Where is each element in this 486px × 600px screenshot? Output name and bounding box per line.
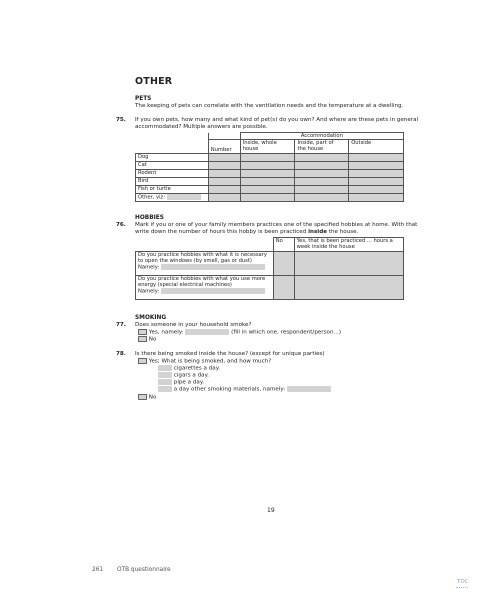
table-row [136, 162, 404, 170]
q78-no-option: No [138, 394, 156, 402]
col-inside-whole: Inside, whole house [240, 140, 295, 154]
row-label: Bird [136, 178, 209, 186]
row-label: Fish or turtle [136, 186, 209, 194]
inside-whole-cell[interactable] [240, 186, 295, 194]
outside-cell[interactable] [349, 170, 404, 178]
q76-number: 76. [116, 222, 126, 228]
inside-part-cell[interactable] [295, 154, 349, 162]
q76-text-1: Mark if you or one of your family members practices one of the specified hobbies at home. With that [135, 222, 418, 228]
q75-text-1: If you own pets, how many and what kind of pet(s) do you own? And where are these pets in general [135, 117, 419, 123]
amount-field[interactable] [158, 386, 172, 392]
table-row [136, 186, 404, 194]
inside-part-cell[interactable] [295, 194, 349, 202]
q76-text-2: write down the number of hours this hobby is been practiced inside the house. [135, 229, 359, 235]
table-row [136, 194, 404, 202]
pets-title: PETS [135, 96, 152, 102]
hobbies-title: HOBBIES [135, 215, 164, 221]
footer-title: OTB questionnaire [117, 567, 171, 573]
col-number: Number [208, 140, 240, 154]
q78-item: a day other smoking materials, namely: [158, 386, 331, 394]
table-row [136, 154, 404, 162]
outside-cell[interactable] [349, 178, 404, 186]
hours-cell[interactable] [294, 252, 403, 276]
q75-text-2: accommodated? Multiple answers are possible. [135, 124, 268, 130]
section-heading: OTHER [135, 76, 173, 87]
inside-part-cell[interactable] [295, 186, 349, 194]
row-label: Cat [136, 162, 209, 170]
hobbies-table [135, 237, 404, 300]
inside-part-cell[interactable] [295, 178, 349, 186]
hobby-row-label: Do you practice hobbies with what it is necessary to open the windows (by smell, gas or dust) Namely: [136, 252, 274, 276]
outside-cell[interactable] [349, 186, 404, 194]
toc-link[interactable]: TOC [457, 579, 469, 585]
q78-text: Is there being smoked inside the house? (except for unique parties) [135, 351, 325, 357]
inside-part-cell[interactable] [295, 170, 349, 178]
no-checkbox[interactable] [138, 336, 147, 342]
toc-underline [456, 587, 468, 588]
pets-table [135, 132, 404, 202]
q77-text: Does someone in your household smoke? [135, 322, 252, 328]
row-label: Rodent [136, 170, 209, 178]
row-label: Dog [136, 154, 209, 162]
q77-number: 77. [116, 322, 126, 328]
inside-whole-cell[interactable] [240, 178, 295, 186]
inside-whole-cell[interactable] [240, 194, 295, 202]
q78-yes-option: Yes; What is being smoked, and how much? [138, 358, 271, 366]
inside-whole-cell[interactable] [240, 170, 295, 178]
no-checkbox[interactable] [138, 394, 147, 400]
namely-field[interactable] [287, 386, 331, 392]
number-cell[interactable] [208, 154, 240, 162]
number-cell[interactable] [208, 186, 240, 194]
hobby-row-label: Do you practice hobbies with what you use more energy (special electrical machines) Namely: [136, 276, 274, 300]
hours-cell[interactable] [294, 276, 403, 300]
col-inside-part: Inside, part of the house [295, 140, 349, 154]
q77-no-option: No [138, 336, 156, 344]
inside-whole-cell[interactable] [240, 162, 295, 170]
q78-item: cigars a day. [158, 372, 209, 380]
q78-item: pipe a day. [158, 379, 204, 387]
inside-part-cell[interactable] [295, 162, 349, 170]
no-cell[interactable] [273, 252, 294, 276]
q75-number: 75. [116, 117, 126, 123]
yes-checkbox[interactable] [138, 358, 147, 364]
page-number: 19 [267, 507, 275, 514]
col-yes: Yes, that is been practiced ... hours a week inside the house [294, 238, 403, 252]
q78-number: 78. [116, 351, 126, 357]
q78-item: cigarettes a day. [158, 365, 220, 373]
smoking-title: SMOKING [135, 315, 167, 321]
pets-intro: The keeping of pets can correlate with the ventilation needs and the temperature at a dwelling. [135, 103, 404, 109]
table-row [136, 276, 404, 300]
col-no: No [273, 238, 294, 252]
table-row [136, 252, 404, 276]
other-viz-field[interactable] [167, 194, 201, 200]
inside-whole-cell[interactable] [240, 154, 295, 162]
yes-checkbox[interactable] [138, 329, 147, 335]
number-cell[interactable] [208, 178, 240, 186]
footer-page-number: 261 [92, 567, 104, 573]
number-cell[interactable] [208, 162, 240, 170]
outside-cell[interactable] [349, 162, 404, 170]
table-row [136, 178, 404, 186]
col-outside: Outside [349, 140, 404, 154]
outside-cell[interactable] [349, 154, 404, 162]
q77-yes-option: Yes, namely: (fill in which one, respondent/person...) [138, 329, 341, 337]
no-cell[interactable] [273, 276, 294, 300]
namely-field[interactable] [161, 288, 265, 294]
namely-field[interactable] [161, 264, 265, 270]
table-row [136, 170, 404, 178]
amount-field[interactable] [158, 379, 172, 385]
amount-field[interactable] [158, 365, 172, 371]
number-cell[interactable] [208, 194, 240, 202]
namely-field[interactable] [185, 329, 229, 335]
number-cell[interactable] [208, 170, 240, 178]
row-label: Other, viz: [136, 194, 209, 202]
outside-cell[interactable] [349, 194, 404, 202]
amount-field[interactable] [158, 372, 172, 378]
accommodation-header: Accommodation [240, 133, 403, 140]
